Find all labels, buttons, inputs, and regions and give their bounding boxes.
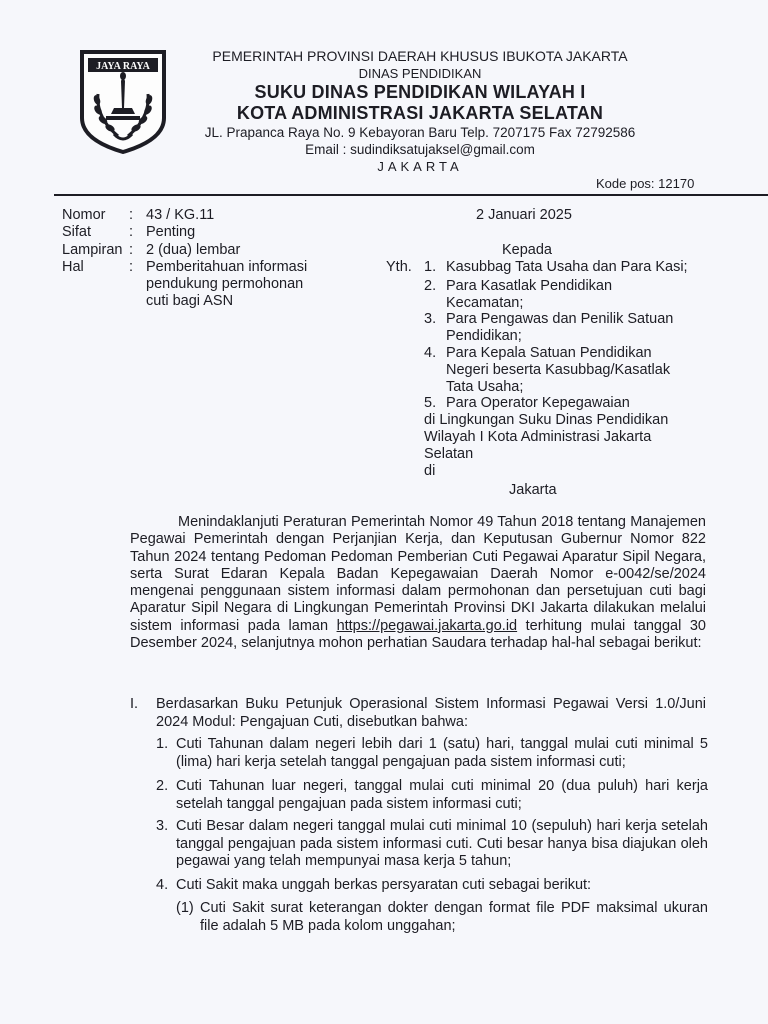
sub-list-item	[176, 900, 708, 935]
recipient-number: 4.	[424, 345, 437, 361]
list-item-text: Cuti Tahunan dalam negeri lebih dari 1 (satu) hari, tanggal mulai cuti minimal 5 (lima) hari kerja setelah tanggal pengajuan pada sistem informasi cuti;	[176, 736, 708, 770]
recipient-city: Jakarta	[509, 482, 557, 498]
recipient-text: Kecamatan;	[446, 295, 524, 311]
recipient-location: Selatan	[424, 446, 474, 462]
recipient-text: Para Kepala Satuan Pendidikan	[446, 345, 652, 361]
list-item	[156, 736, 708, 771]
opening-paragraph	[130, 514, 706, 652]
recipient-text: Para Pengawas dan Penilik Satuan	[446, 311, 674, 327]
recipient-location: di Lingkungan Suku Dinas Pendidikan	[424, 412, 669, 428]
section-intro: Berdasarkan Buku Petunjuk Operasional Sistem Informasi Pegawai Versi 1.0/Juni 2024 Modul: Pengajuan Cuti, disebutkan bahwa:	[156, 696, 706, 730]
list-item-number: 3.	[156, 818, 169, 834]
lampiran-label: Lampiran	[62, 242, 123, 258]
sifat-value: Penting	[146, 224, 196, 240]
recipient-di: di	[424, 463, 436, 479]
nomor-value: 43 / KG.11	[146, 207, 215, 223]
list-item	[156, 877, 708, 895]
recipient-text: Para Operator Kepegawaian	[446, 395, 630, 411]
sifat-colon: :	[129, 224, 134, 240]
recipient-text: Tata Usaha;	[446, 379, 524, 395]
svg-text:JAYA RAYA: JAYA RAYA	[96, 61, 150, 72]
letterhead-city: KOTA ADMINISTRASI JAKARTA SELATAN	[236, 103, 604, 123]
nomor-label: Nomor	[62, 207, 106, 223]
recipient-number: 1.	[424, 259, 437, 275]
hal-value-line3: cuti bagi ASN	[146, 293, 234, 309]
sub-item-text: Cuti Sakit surat keterangan dokter dengan format file PDF maksimal ukuran file adalah 5 MB pada kolom unggahan;	[200, 900, 708, 934]
recipient-number: 5.	[424, 395, 437, 411]
letter-date: 2 Januari 2025	[476, 207, 572, 223]
sub-item-number: (1)	[176, 900, 194, 916]
letterhead-email: Email : sudindiksatujaksel@gmail.com	[305, 142, 535, 157]
hal-value-line1: Pemberitahuan informasi	[146, 259, 308, 275]
postal-code: Kode pos: 12170	[596, 176, 695, 191]
letterhead-location: JAKARTA	[377, 159, 463, 174]
list-item-text: Cuti Tahunan luar negeri, tanggal mulai cuti minimal 20 (dua puluh) hari kerja setelah tanggal pengajuan pada sistem informasi cuti;	[176, 778, 708, 812]
yth-label: Yth.	[386, 259, 412, 275]
sifat-label: Sifat	[62, 224, 92, 240]
letterhead-divider	[54, 194, 768, 196]
list-item-number: 4.	[156, 877, 169, 893]
lampiran-colon: :	[129, 242, 134, 258]
list-item-text: Cuti Besar dalam negeri tanggal mulai cuti minimal 10 (sepuluh) hari kerja setelah tanggal pengajuan pada sistem informasi cuti. Cuti besar hanya bisa diajukan oleh pegawai yang telah mempunyai masa kerja 5 tahun;	[176, 818, 708, 869]
list-item-number: 2.	[156, 778, 169, 794]
recipient-text: Negeri beserta Kasubbag/Kasatlak	[446, 362, 671, 378]
list-item-number: 1.	[156, 736, 169, 752]
recipient-number: 3.	[424, 311, 437, 327]
paragraph-tail: terhitung mulai tanggal 30 Desember 2024, selanjutnya mohon perhatian Saudara terhadap hal-hal sebagai berikut:	[130, 617, 706, 652]
hal-colon: :	[129, 259, 134, 275]
recipient-text: Para Kasatlak Pendidikan	[446, 278, 613, 294]
recipient-number: 2.	[424, 278, 437, 294]
letterhead-office: SUKU DINAS PENDIDIKAN WILAYAH I	[254, 82, 586, 102]
letterhead-address: JL. Prapanca Raya No. 9 Kebayoran Baru Telp. 7207175 Fax 72792586	[204, 125, 636, 140]
lampiran-value: 2 (dua) lembar	[146, 242, 241, 258]
paragraph-text: Menindaklanjuti Peraturan Pemerintah Nomor 49 Tahun 2018 tentang Manajemen Pegawai Pemerintah dengan Perjanjian Kerja, dan Keputusan Gubernur Nomor 822 Tahun 2024 tentang Pedoman Pedoman Pemberian Cuti Pegawai Aparatur Sipil Negara, serta Surat Edaran Kepala Badan Kepegawaian Daerah Nomor e-0042/se/2024 mengenai penggunaan sistem informasi dalam permohonan dan persetujuan cuti bagi Aparatur Sipil Negara di Lingkungan Pemerintah Provinsi DKI Jakarta dilakukan melalui sistem informasi pada laman	[130, 514, 706, 634]
letterhead-province: PEMERINTAH PROVINSI DAERAH KHUSUS IBUKOTA JAKARTA	[212, 48, 628, 64]
recipient-location: Wilayah I Kota Administrasi Jakarta	[424, 429, 652, 445]
recipient-text: Pendidikan;	[446, 328, 522, 344]
jaya-raya-seal-icon	[78, 48, 168, 154]
list-item	[156, 778, 708, 813]
hal-label: Hal	[62, 259, 84, 275]
kepada-label: Kepada	[502, 242, 552, 258]
pegawai-portal-link[interactable]: https://pegawai.jakarta.go.id	[336, 617, 518, 634]
recipient-text: Kasubbag Tata Usaha dan Para Kasi;	[446, 259, 688, 275]
section-number: I.	[130, 696, 139, 712]
hal-value-line2: pendukung permohonan	[146, 276, 304, 292]
letterhead-agency: DINAS PENDIDIKAN	[358, 66, 482, 81]
list-item	[156, 818, 708, 871]
nomor-colon: :	[129, 207, 134, 223]
list-item-text: Cuti Sakit maka unggah berkas persyaratan cuti sebagai berikut:	[176, 877, 592, 893]
